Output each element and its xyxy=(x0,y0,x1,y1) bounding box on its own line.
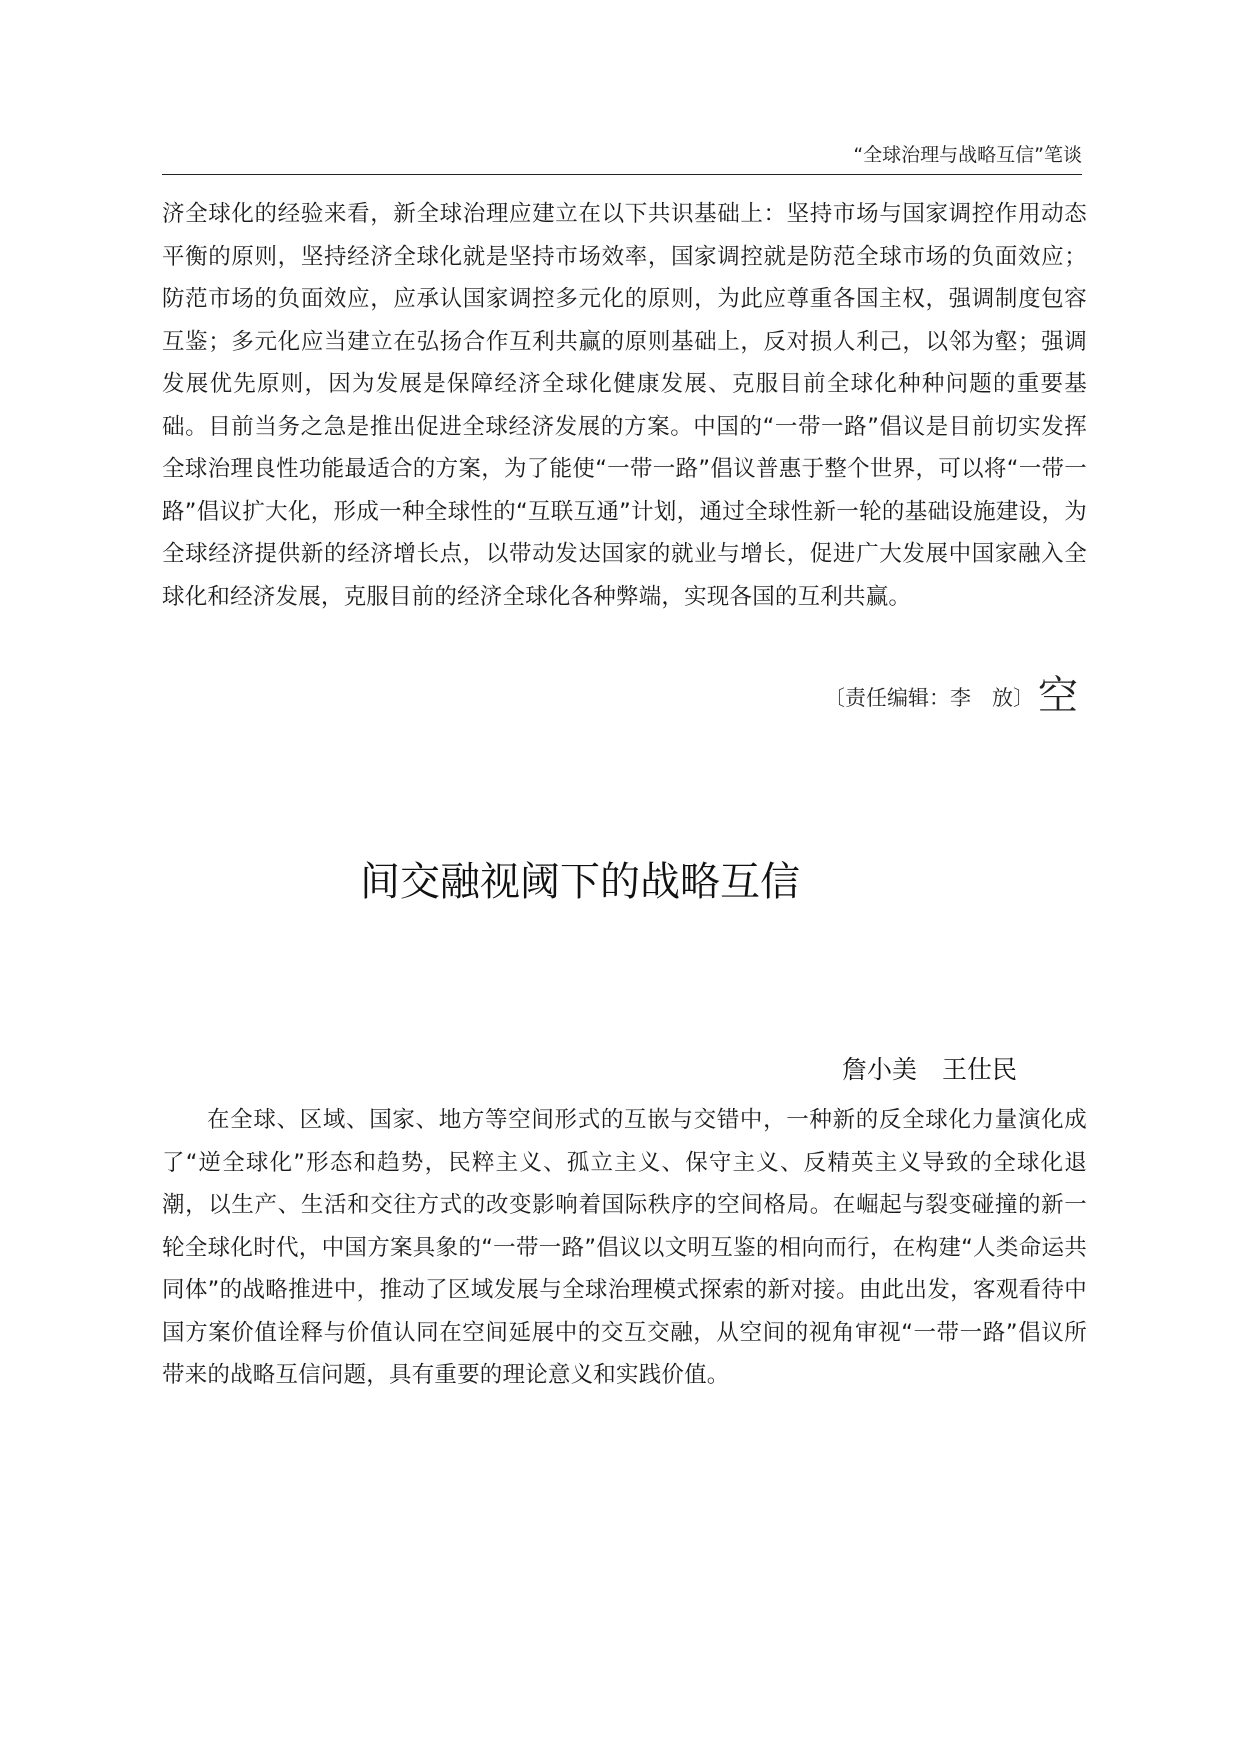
previous-article-closing-paragraph: 济全球化的经验来看，新全球治理应建立在以下共识基础上：坚持市场与国家调控作用动态平衡的原则，坚持经济全球化就是坚持市场效率，国家调控就是防范全球市场的负面效应；防范市场的负面效应，应承认国家调控多元化的原则，为此应尊重各国主权，强调制度包容互鉴；多元化应当建立在弘扬合作互利共赢的原则基础上，反对损人利己，以邻为壑；强调发展优先原则，因为发展是保障经济全球化健康发展、克服目前全球化种种问题的重要基础。目前当务之急是推出促进全球经济发展的方案。中国的“一带一路”倡议是目前切实发挥全球治理良性功能最适合的方案，为了能使“一带一路”倡议普惠于整个世界，可以将“一带一路”倡议扩大化，形成一种全球性的“互联互通”计划，通过全球性新一轮的基础设施建设，为全球经济提供新的经济增长点，以带动发达国家的就业与增长，促进广大发展中国家融入全球化和经济发展，克服目前的经济全球化各种弊端，实现各国的互利共赢。 xyxy=(162,201,1087,610)
end-mark: 空 xyxy=(1038,673,1078,719)
editor-note xyxy=(824,673,1078,719)
running-header xyxy=(162,140,1082,175)
article-first-paragraph: 在全球、区域、国家、地方等空间形式的互嵌与交错中，一种新的反全球化力量演化成了“逆全球化”形态和趋势，民粹主义、孤立主义、保守主义、反精英主义导致的全球化退潮，以生产、生活和交往方式的改变影响着国际秩序的空间格局。在崛起与裂变碰撞的新一轮全球化时代，中国方案具象的“一带一路”倡议以文明互鉴的相向而行，在构建“人类命运共同体”的战略推进中，推动了区域发展与全球治理模式探索的新对接。由此出发，客观看待中国方案价值诠释与价值认同在空间延展中的交互交融，从空间的视角审视“一带一路”倡议所带来的战略互信问题，具有重要的理论意义和实践价值。 xyxy=(162,1107,1087,1388)
article-authors: 詹小美 王仕民 xyxy=(842,1055,1018,1084)
responsible-editor: 〔责任编辑：李 放〕 xyxy=(824,686,1034,710)
running-title: “全球治理与战略互信”笔谈 xyxy=(853,144,1082,166)
article-title: 间交融视阈下的战略互信 xyxy=(360,859,800,905)
